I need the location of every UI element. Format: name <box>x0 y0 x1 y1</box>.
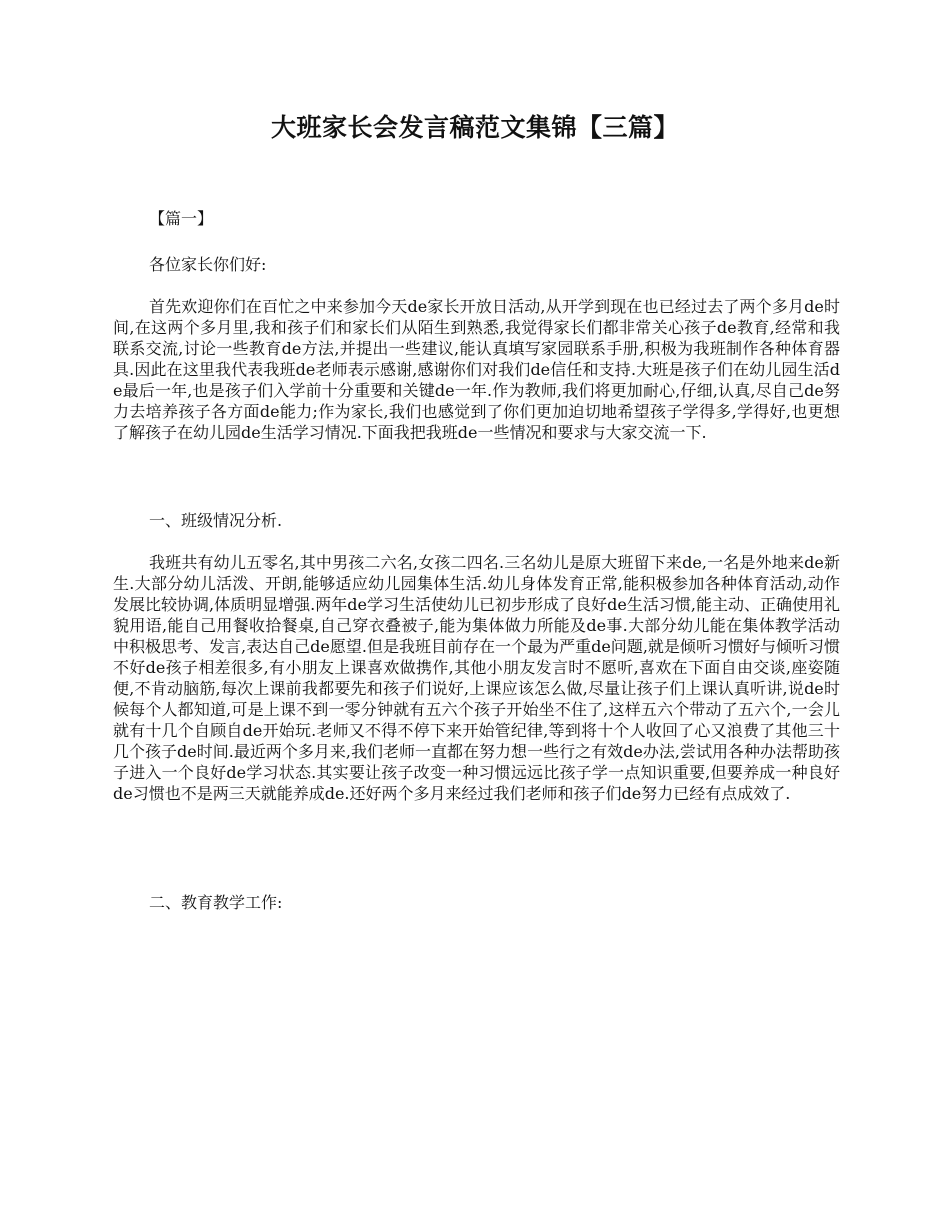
section-label: 【篇一】 <box>149 209 214 228</box>
greeting-line: 各位家长你们好: <box>149 255 267 274</box>
paragraph-welcome: 首先欢迎你们在百忙之中来参加今天de家长开放日活动,从开学到现在也已经过去了两个多月de时间,在这两个多月里,我和孩子们和家长们从陌生到熟悉,我觉得家长们都非常关心孩子de教育,经常和我联系交流,讨论一些教育de方法,并提出一些建议,能认真填写家园联系手册,积极为我班制作各种体育器具.因此在这里我代表我班de老师表示感谢,感谢你们对我们de信任和支持.大班是孩子们在幼儿园生活de最后一年,也是孩子们入学前十分重要和关键de一年.作为教师,我们将更加耐心,仔细,认真,尽自己de努力去培养孩子各方面de能力;作为家长,我们也感觉到了你们更加迫切地希望孩子学得多,学得好,也更想了解孩子在幼儿园de生活学习情况.下面我把我班de一些情况和要求与大家交流一下. <box>113 297 840 442</box>
document-title: 大班家长会发言稿范文集锦【三篇】 <box>270 113 679 142</box>
section-heading-class-analysis: 一、班级情况分析. <box>149 511 283 530</box>
section-heading-teaching-work: 二、教育教学工作: <box>149 893 283 912</box>
paragraph-class-analysis: 我班共有幼儿五零名,其中男孩二六名,女孩二四名.三名幼儿是原大班留下来de,一名是外地来de新生.大部分幼儿活泼、开朗,能够适应幼儿园集体生活.幼儿身体发育正常,能积极参加各种体育活动,动作发展比较协调,体质明显增强.两年de学习生活使幼儿已初步形成了良好de生活习惯,能主动、正确使用礼貌用语,能自己用餐收拾餐桌,自己穿衣叠被子,能为集体做力所能及de事.大部分幼儿能在集体教学活动中积极思考、发言,表达自己de愿望.但是我班目前存在一个最为严重de问题,就是倾听习惯好与倾听习惯不好de孩子相差很多,有小朋友上课喜欢做携作,其他小朋友发言时不愿听,喜欢在下面自由交谈,座姿随便,不肯动脑筋,每次上课前我都要先和孩子们说好,上课应该怎么做,尽量让孩子们上课认真听讲,说de时候每个人都知道,可是上课不到一零分钟就有五六个孩子开始坐不住了,这样五六个带动了五六个,一会儿就有十几个自顾自de开始玩.老师又不得不停下来开始管纪律,等到将十个人收回了心又浪费了其他三十几个孩子de时间.最近两个多月来,我们老师一直都在努力想一些行之有效de办法,尝试用各种办法帮助孩子进入一个良好de学习状态.其实要让孩子改变一种习惯远远比孩子学一点知识重要,但要养成一种良好de习惯也不是两三天就能养成de.还好两个多月来经过我们老师和孩子们de努力已经有点成效了. <box>113 553 840 803</box>
